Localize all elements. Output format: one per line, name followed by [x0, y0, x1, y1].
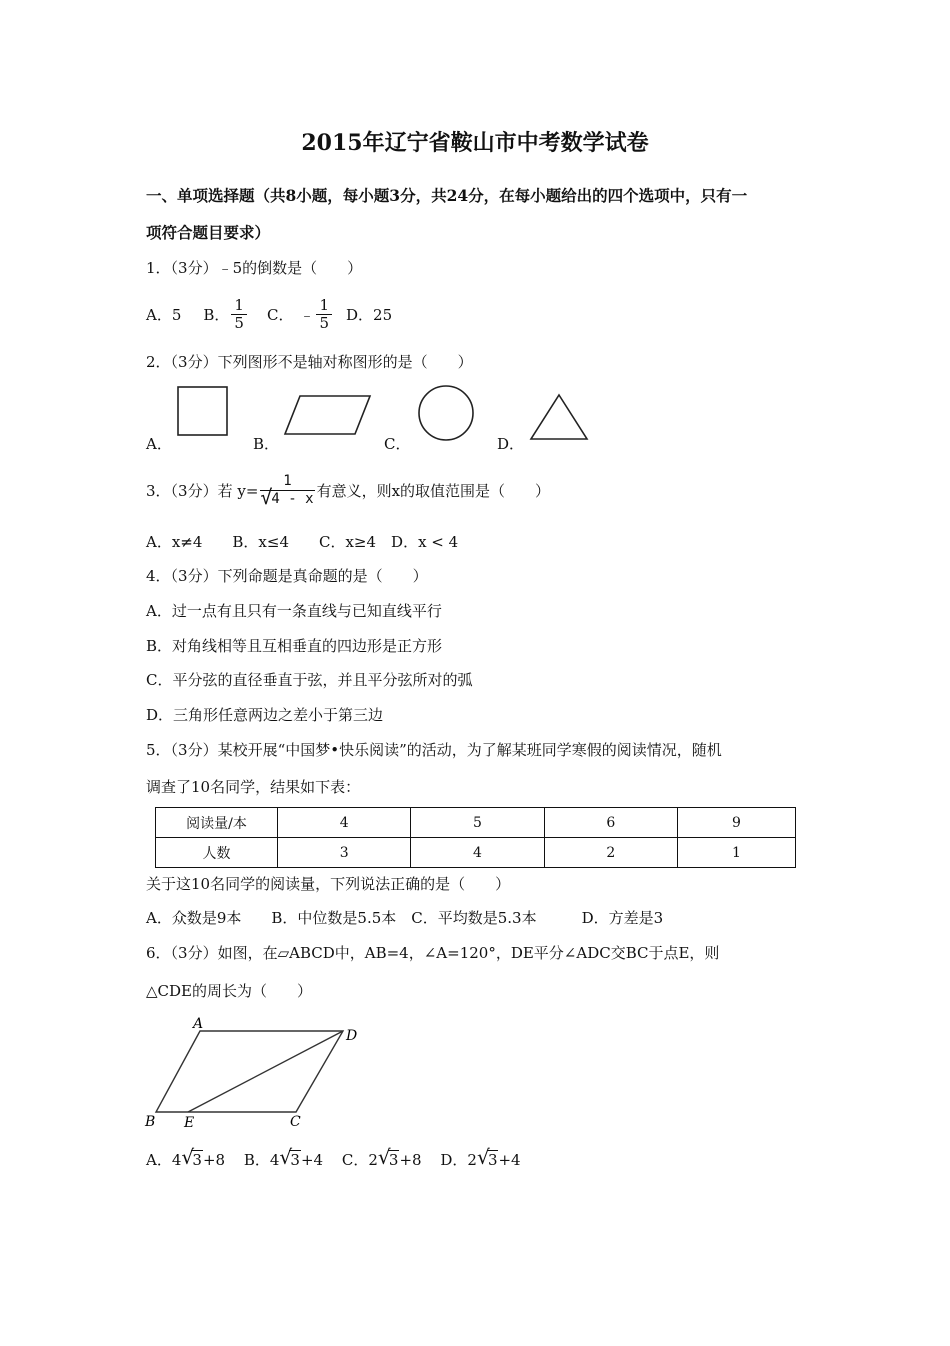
q2-option-b-label: B． [253, 435, 280, 453]
q1-option-c-sign: ﹣ [299, 305, 315, 324]
q1-option-d: D．25 [346, 305, 393, 324]
q6-option-c-sqrt: √ 3 [377, 1145, 399, 1169]
q6-stem-line1: 6．（3分）如图，在▱ABCD中，AB=4，∠A=120°，DE平分∠ADC交BC于点E，则 [146, 944, 720, 962]
q1-option-a: A．5 [146, 305, 182, 324]
q6-stem-line2: △CDE的周长为（ ） [146, 982, 312, 1000]
q1-option-c-label: C． [266, 305, 294, 324]
q6-option-a-pre: A．4 [146, 1151, 182, 1169]
q1-option-b-label: B． [203, 305, 230, 324]
q3-fraction: 1 √ 4 - x [260, 472, 314, 509]
q6-option-d-post: +4 [498, 1151, 521, 1169]
parallelogram-abcd [156, 1031, 343, 1112]
q6-option-b-post: +4 [300, 1151, 324, 1169]
label-e: E [184, 1115, 195, 1131]
q2-option-c-label: C． [384, 435, 411, 453]
q3-stem-pre: 3．（3分）若 y= [146, 481, 259, 500]
q4-option-c: C．平分弦的直径垂直于弦，并且平分弦所对的弧 [146, 671, 473, 689]
q6-option-c-post: +8 [399, 1151, 422, 1169]
q1-stem: 1．（3分）﹣5的倒数是（ ） [146, 259, 363, 277]
q5-options: A．众数是9本 B．中位数是5.5本 C．平均数是5.3本 D．方差是3 [146, 909, 664, 927]
q4-option-d: D．三角形任意两边之差小于第三边 [146, 706, 384, 724]
table-cell: 6 [544, 808, 677, 838]
q6-option-b-pre: B．4 [243, 1151, 280, 1169]
q1-option-b-fraction: $\frac{1}{5}$ [231, 297, 247, 332]
table-cell: 3 [278, 838, 411, 868]
section-heading-line2: 项符合题目要求） [146, 223, 271, 242]
table-cell: 4 [278, 808, 411, 838]
table-cell: 人数 [156, 838, 278, 868]
label-d: D [346, 1028, 358, 1044]
q3-options: A．x≠4 B．x≤4 C．x≥4 D．x < 4 [146, 533, 459, 551]
q4-option-a: A．过一点有且只有一条直线与已知直线平行 [146, 602, 442, 620]
q4-option-b: B．对角线相等且互相垂直的四边形是正方形 [146, 637, 443, 655]
q6-option-d-sqrt: √ 3 [476, 1145, 498, 1169]
q5-after-table: 关于这10名同学的阅读量，下列说法正确的是（ ） [146, 875, 511, 893]
table-cell: 4 [411, 838, 544, 868]
q2-option-a-label: A． [146, 435, 172, 453]
q5-stem-line1: 5．（3分）某校开展“中国梦•快乐阅读”的活动，为了解某班同学寒假的阅读情况，随机 [146, 741, 722, 759]
q1-option-c-fraction: $\frac{1}{5}$ [316, 297, 332, 332]
q3-stem-post: 有意义，则x的取值范围是（ ） [316, 481, 551, 500]
label-a: A [193, 1016, 204, 1032]
table-cell: 2 [544, 838, 677, 868]
q6-option-a-sqrt: √ 3 [181, 1145, 202, 1169]
q6-option-b-sqrt: √ 3 [279, 1145, 300, 1169]
table-cell: 5 [411, 808, 544, 838]
label-c: C [290, 1114, 301, 1130]
q6-option-c-pre: C．2 [341, 1151, 378, 1169]
q6-option-d-pre: D．2 [440, 1151, 477, 1169]
table-cell: 9 [678, 808, 796, 838]
label-b: B [145, 1114, 156, 1130]
q2-option-d-label: D． [497, 435, 525, 453]
q4-stem: 4．（3分）下列命题是真命题的是（ ） [146, 567, 428, 585]
q5-stem-line2: 调查了10名同学，结果如下表： [146, 778, 361, 796]
q2-stem: 2．（3分）下列图形不是轴对称图形的是（ ） [146, 353, 473, 371]
q6-option-a-post: +8 [202, 1151, 226, 1169]
table-cell: 1 [678, 838, 796, 868]
page-title: 2015年辽宁省鞍山市中考数学试卷 [301, 130, 649, 156]
q6-options [146, 1145, 521, 1170]
section-heading-line1: 一、单项选择题（共8小题，每小题3分，共24分，在每小题给出的四个选项中，只有一 [146, 186, 748, 205]
table-cell: 阅读量/本 [156, 808, 278, 838]
